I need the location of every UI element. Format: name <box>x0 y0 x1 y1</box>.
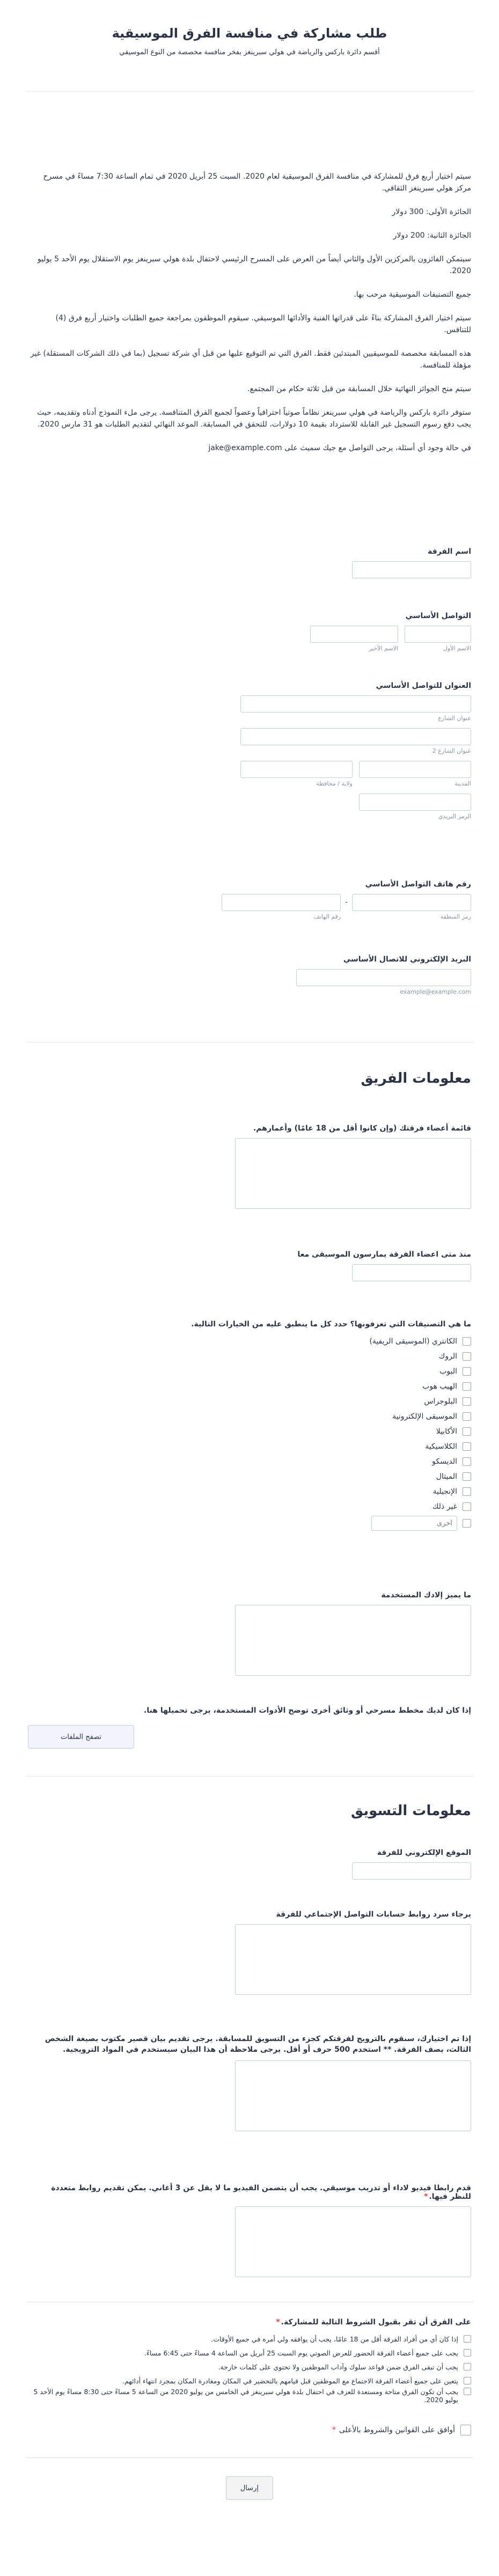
submit-area <box>0 2476 499 2500</box>
since-field <box>28 1250 471 1281</box>
upload-field <box>28 1706 471 1720</box>
genres-label: ما هي التصنيفات التي تعزفونها؟ حدد كل ما ينطبق عليه من الخيارات التالية. <box>191 1320 471 1329</box>
intro-paragraph: سيتم منح الجوائز النهائية خلال المسابقة من قبل ثلاثة حكام من المجتمع. <box>247 385 471 393</box>
rule-option[interactable]: يجب على جميع أعضاء الفرقة الحضور للعرض الصوتي يوم السبت 25 أبريل من الساعة 4 مساءً حتى 6:45 مساءً. <box>28 2346 471 2360</box>
bio-textarea[interactable] <box>235 2060 471 2131</box>
required-mark: * <box>332 2426 336 2434</box>
checkbox[interactable] <box>463 1427 471 1436</box>
genre-option[interactable]: الروك <box>28 1349 471 1364</box>
state-sublabel: ولاية / محافظة <box>316 780 353 787</box>
members-field <box>28 1124 471 1209</box>
intro-paragraph: سيتم اختيار الفرق المشاركة بناءً على قدراتها الفنية والأدائها الموسيقي. سيقوم الموظفون بمراجعة جميع الطلبات واختيار أربع فرق (4) للتنافس. <box>55 314 471 334</box>
checkbox[interactable] <box>463 1382 471 1391</box>
since-input[interactable] <box>352 1264 471 1281</box>
genre-other-input[interactable] <box>371 1516 457 1531</box>
intro-paragraph: سيتمكن الفائزون بالمركزين الأول والثاني أيضاً من العرض على المسرح الرئيسي لاحتفال بلدة هولي سبرينغز يوم الاستقلال يوم الأحد 5 يوليو 2020. <box>37 255 471 275</box>
checkbox[interactable] <box>464 2349 471 2357</box>
required-mark: * <box>424 2192 428 2201</box>
checkbox[interactable] <box>464 2335 471 2343</box>
checkbox[interactable] <box>463 1412 471 1421</box>
street2-input[interactable] <box>240 728 471 745</box>
rule-option[interactable]: يجب أن تكون الفرق متاحة ومستعدة للعزف في احتفال بلدة هولي سبرينغز في الخامس من يوليو 2020 من الساعة 5 مساءً حتى 8:30 مساءً يوم الأحد 5 يوليو 2020. <box>28 2388 471 2409</box>
bio-field <box>28 2034 471 2131</box>
genre-option[interactable]: البلوجراس <box>28 1394 471 1409</box>
address-label: العنوان للتواصل الأساسي <box>376 681 471 690</box>
required-mark: * <box>276 2318 280 2327</box>
browse-files-button[interactable]: تصفح الملفات <box>28 1725 134 1749</box>
area-code-input[interactable] <box>352 894 471 911</box>
checkbox[interactable] <box>464 2377 471 2384</box>
zip-sublabel: الرمز البريدي <box>438 813 471 820</box>
genre-option[interactable]: الديسكو <box>28 1454 471 1469</box>
genre-option[interactable]: الكانتري (الموسيقى الريفية) <box>28 1334 471 1349</box>
city-input[interactable] <box>359 761 471 778</box>
checkbox[interactable] <box>463 1519 471 1528</box>
contact-label: التواصل الأساسي <box>405 612 471 620</box>
checkbox[interactable] <box>463 1502 471 1511</box>
intro-paragraph: في حالة وجود أي أسئلة، يرجى التواصل مع جيك سميث على jake@example.com <box>208 444 471 452</box>
about-field <box>28 1591 471 1676</box>
bio-label: إذا تم اختيارك، سنقوم بالترويج لفرقتكم كجزء من التسويق للمسابقة. يرجى تقديم بيان قصير مكتوب بصيغة الشخص الثالث، يصف الفرقة. ** استخدم 500 حرف أو أقل. يرجى ملاحظة أن هذا البيان سيستخدم في المواد الترويجية. <box>45 2035 471 2054</box>
address-field <box>28 681 471 820</box>
genre-option[interactable]: الموسيقى الإلكترونية <box>28 1409 471 1424</box>
checkbox[interactable] <box>464 2363 471 2370</box>
social-field <box>28 1910 471 1995</box>
website-input[interactable] <box>352 1862 471 1880</box>
email-field <box>28 955 471 995</box>
intro-paragraph: الجائزة الأولى: 300 دولار <box>392 208 471 216</box>
rule-option[interactable]: يجب أن تبقى الفرق ضمن قواعد سلوك وآداب الموظفين ولا تحتوي على كلمات خارجة. <box>28 2360 471 2374</box>
checkbox[interactable] <box>463 1397 471 1406</box>
email-input[interactable] <box>296 969 471 986</box>
genre-option[interactable]: غير ذلك <box>28 1499 471 1514</box>
form-subtitle: أقسم دائرة باركس والرياضة في هولي سبرينغز بفخر منافسة مخصصة من النوع الموسيقي <box>119 48 380 56</box>
intro-paragraph: هذه المسابقة مخصصة للموسيقيين المبتدئين فقط. الفرق التي تم التوقيع عليها من قبل أي شركة تسجيل (بما في ذلك الشركات المستقلة) غير مؤهلة للمنافسة. <box>30 349 471 370</box>
website-field <box>28 1848 471 1880</box>
rule-option[interactable]: إذا كان أي من أفراد الفرقة أقل من 18 عامًا، يجب أن يوافقه ولي أمره في جميع الأوقات. <box>28 2332 471 2346</box>
social-label: يرجاء سرد روابط حسابات التواصل الإجتماعي للفرقة <box>276 1910 471 1919</box>
agree-option[interactable]: أوافق على القوانين والشروط بالأعلى * <box>28 2423 471 2438</box>
divider <box>26 91 473 92</box>
genre-option[interactable]: الإنجيلية <box>28 1484 471 1499</box>
upload-label: إذا كان لديك مخطط مسرحي أو وثائق أخرى توضح الأدوات المستخدمة، يرجى تحميلها هنا. <box>144 1706 471 1715</box>
checkbox[interactable] <box>463 1487 471 1496</box>
members-textarea[interactable] <box>235 1138 471 1209</box>
state-input[interactable] <box>240 761 353 778</box>
area-code-sublabel: رمز المنطقة <box>440 913 471 920</box>
rules-field <box>28 2318 471 2409</box>
about-textarea[interactable] <box>235 1605 471 1676</box>
marketing-title: معلومات التسويق <box>351 1803 471 1819</box>
submit-button[interactable]: إرسال <box>226 2476 273 2500</box>
city-sublabel: المدينة <box>454 780 471 787</box>
phone-number-input[interactable] <box>222 894 341 911</box>
band-name-input[interactable] <box>352 561 471 578</box>
about-label: ما يميز إلادك المستخدمة <box>381 1591 471 1599</box>
since-label: منذ متى اعضاء الفرقة يمارسون الموسيقى معا <box>297 1250 471 1259</box>
divider <box>26 2457 473 2458</box>
website-label: الموقع الإلكتروني للفرقة <box>377 1848 471 1857</box>
checkbox[interactable] <box>463 1457 471 1466</box>
video-label: قدم رابطا فيديو لاداء أو تدريب موسيقي. يجب أن يتضمن الفيديو ما لا يقل عن 3 أغاني. يمكن تقديم روابط متعددة للنظر فيها.* <box>51 2184 471 2201</box>
genre-option[interactable]: الأكابيلا <box>28 1424 471 1439</box>
last-name-sublabel: الاسم الأخير <box>369 645 398 652</box>
rule-option[interactable]: يتعين على جميع أعضاء الفرقة الاجتماع مع الموظفين قبل قيامهم بالتحضير في المكان ومغادرة المكان بمجرد انتهاء أدائهم. <box>28 2374 471 2388</box>
intro-paragraph: سيتم اختيار أربع فرق للمشاركة في منافسة الفرق الموسيقية لعام 2020. السبت 25 أبريل 2020 في تمام الساعة 7:30 مساءً في مسرح مركز هولي سبرينغز الثقافي. <box>43 172 471 193</box>
social-textarea[interactable] <box>235 1924 471 1995</box>
contact-name-field <box>28 612 471 652</box>
video-textarea[interactable] <box>235 2206 471 2277</box>
genre-option[interactable]: الكلاسيكية <box>28 1439 471 1454</box>
last-name-input[interactable] <box>310 626 398 643</box>
form-header <box>0 0 499 80</box>
genres-field <box>28 1320 471 1532</box>
checkbox[interactable] <box>463 1367 471 1376</box>
phone-label: رقم هاتف التواصل الأساسي <box>365 880 471 889</box>
divider <box>26 1042 473 1043</box>
video-field <box>28 2184 471 2277</box>
members-label: قائمة أعضاء فرقتك (وإن كانوا أقل من 18 عامًا) وأعمارهم. <box>253 1124 471 1133</box>
checkbox[interactable] <box>463 1442 471 1451</box>
checkbox[interactable] <box>463 1352 471 1361</box>
intro-paragraph: الجائزة الثانية: 200 دولار <box>393 231 471 240</box>
zip-input[interactable] <box>359 794 471 811</box>
genre-option[interactable]: البوب <box>28 1364 471 1379</box>
checkbox[interactable] <box>463 1337 471 1346</box>
phone-dash: - <box>345 898 348 906</box>
divider <box>26 1776 473 1777</box>
rules-label: على الفرق أن تقر بقبول الشروط التالية للمشاركة.* <box>276 2318 471 2327</box>
genre-option[interactable]: الهيب هوب <box>28 1379 471 1394</box>
genre-other-option[interactable] <box>28 1514 471 1532</box>
band-name-label: اسم الفرقة <box>428 547 471 556</box>
first-name-input[interactable] <box>405 626 471 643</box>
form-title: طلب مشاركة في منافسة الفرق الموسيقية <box>112 26 387 41</box>
phone-number-sublabel: رقم الهاتف <box>313 913 341 920</box>
intro-text <box>28 171 471 466</box>
band-name-field <box>28 547 471 578</box>
street2-sublabel: عنوان الشارع 2 <box>432 747 471 754</box>
email-label: البريد الإلكتروني للاتصال الأساسي <box>343 955 471 964</box>
genre-option[interactable]: الميتال <box>28 1469 471 1484</box>
checkbox[interactable] <box>464 2388 471 2395</box>
street1-sublabel: عنوان الشارع <box>438 715 471 722</box>
checkbox[interactable] <box>463 1472 471 1481</box>
agree-checkbox[interactable] <box>460 2425 471 2435</box>
street1-input[interactable] <box>240 695 471 713</box>
email-hint: example@example.com <box>400 988 471 995</box>
first-name-sublabel: الاسم الأول <box>443 645 471 652</box>
agree-field <box>28 2423 471 2438</box>
upload-area <box>28 1725 134 1749</box>
phone-field <box>28 880 471 920</box>
intro-paragraph: جميع التصنيفات الموسيقية مرحب بها. <box>354 290 471 299</box>
band-info-title: معلومات الفريق <box>361 1070 471 1087</box>
intro-paragraph: ستوفر دائرة باركس والرياضة في هولي سبرينغز نظاماً صوتياً احترافياً وعضواً لجميع الفرق المتنافسة. يرجى ملء النموذج أدناه وتقديمه، حيث يجب دفع رسوم التسجيل غير القابلة للاسترداد بقيمة 10 دولارات، للتحقق في المسابقة. الموعد النهائي لتقديم الطلبات هو 31 مارس 2020. <box>37 408 471 429</box>
